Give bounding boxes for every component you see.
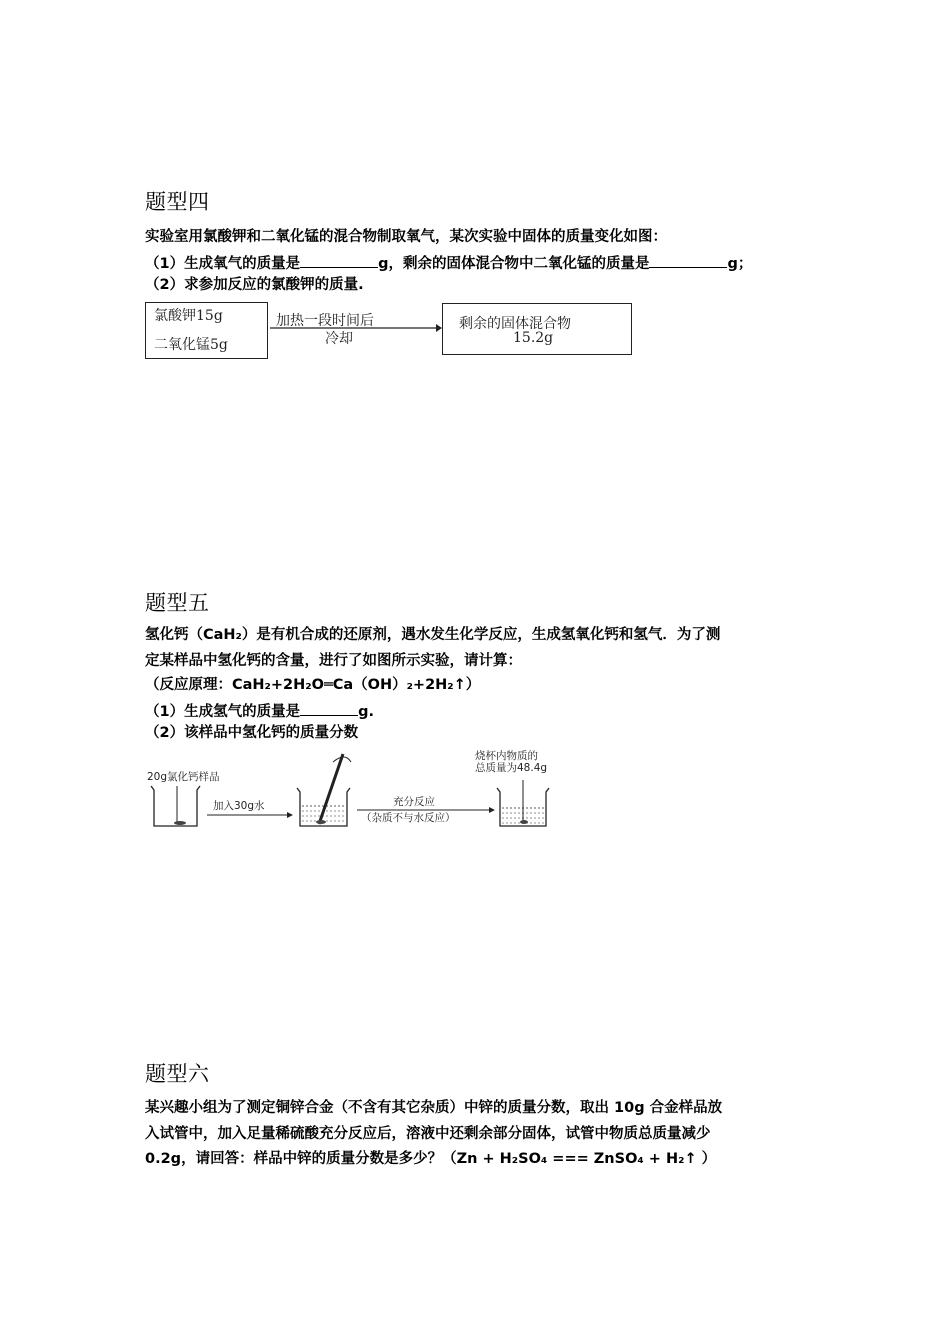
section-5-intro-line-1: 氢化钙（CaH₂）是有机合成的还原剂，遇水发生化学反应，生成氢氧化钙和氢气．为了测 [145, 627, 721, 643]
section-4-diagram [145, 300, 645, 362]
section-4-question-2: （2）求参加反应的氯酸钾的质量. [145, 277, 364, 293]
answer-blank-oxygen[interactable] [300, 253, 378, 268]
q1-text-c: g； [727, 256, 753, 272]
answer-blank-hydrogen[interactable] [300, 701, 358, 716]
section-6-line-2: 入试管中，加入足量稀硫酸充分反应后，溶液中还剩余部分固体，试管中物质总质量减少 [145, 1126, 711, 1142]
total-mass-line-1: 烧杯内物质的 [475, 750, 538, 762]
section-5-question-2: （2）该样品中氢化钙的质量分数 [145, 725, 359, 741]
section-4-intro: 实验室用氯酸钾和二氧化锰的混合物制取氧气，某次实验中固体的质量变化如图： [145, 229, 667, 245]
q1-text-b: g. [358, 704, 374, 720]
section-5-question-1 [145, 701, 374, 721]
q1-text-b: g，剩余的固体混合物中二氧化锰的质量是 [378, 256, 650, 272]
reactant-mno2: 二氧化锰5g [154, 337, 228, 353]
arrow-condition-bottom: 冷却 [325, 331, 353, 347]
beaker-2-icon [293, 748, 355, 830]
beaker-1-icon [145, 782, 205, 830]
section-6-title: 题型六 [145, 1062, 210, 1086]
section-4-title: 题型四 [145, 190, 210, 214]
react-condition-top: 充分反应 [393, 796, 435, 808]
sample-label: 20g氯化钙样品 [147, 771, 220, 783]
product-label: 剩余的固体混合物 [459, 316, 571, 332]
reaction-arrow-icon [268, 320, 442, 336]
q1-text-a: （1）生成氧气的质量是 [145, 256, 301, 272]
section-4-question-1 [145, 253, 752, 273]
section-6-line-1: 某兴趣小组为了测定铜锌合金（不含有其它杂质）中锌的质量分数，取出 10g 合金样品放 [145, 1100, 723, 1116]
add-water-label: 加入30g水 [213, 800, 265, 812]
react-condition-bottom: （杂质不与水反应） [361, 812, 456, 824]
beaker-3-icon [493, 780, 553, 830]
section-5-title: 题型五 [145, 591, 210, 615]
section-6-line-3: 0.2g，请回答：样品中锌的质量分数是多少？（Zn + H₂SO₄ === ZnSO₄ + H₂↑ ） [145, 1151, 717, 1167]
arrow-1-icon [205, 810, 293, 820]
arrow-condition-top: 加热一段时间后 [276, 313, 374, 329]
product-mass: 15.2g [513, 330, 554, 346]
section-5-intro-line-2: 定某样品中氢化钙的含量，进行了如图所示实验，请计算： [145, 653, 522, 669]
reactant-kclo3: 氯酸钾15g [154, 308, 223, 324]
total-mass-line-2: 总质量为48.4g [475, 762, 548, 774]
section-5-reaction: （反应原理：CaH₂+2H₂O═Ca（OH）₂+2H₂↑） [145, 677, 481, 693]
answer-blank-mno2[interactable] [649, 253, 727, 268]
section-5-diagram [145, 748, 575, 832]
q1-text-a: （1）生成氢气的质量是 [145, 704, 301, 720]
